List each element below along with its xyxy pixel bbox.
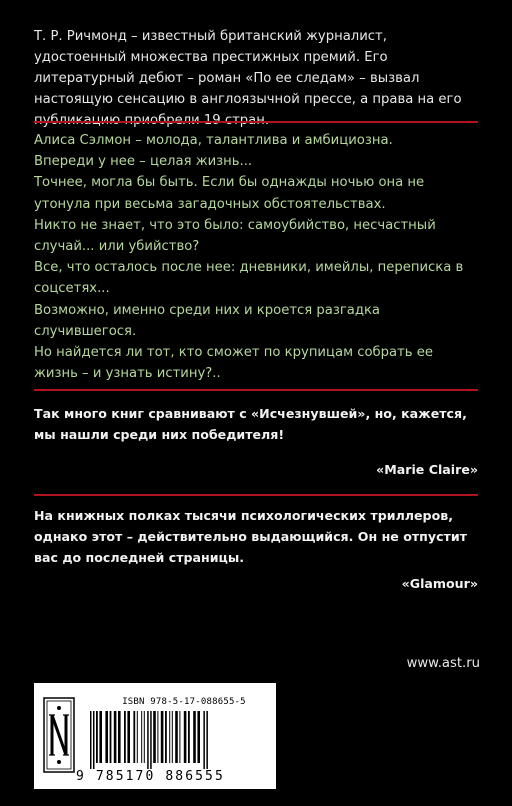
barcode <box>88 711 268 769</box>
divider <box>34 494 478 496</box>
review-text: На книжных полках тысячи психологических триллеров, однако этот – действительно выдающийся. Он не отпустит вас до последней страницы. <box>34 508 467 565</box>
website: www.ast.ru <box>406 656 480 671</box>
review-quote <box>34 403 478 445</box>
barcode-bar <box>141 711 142 763</box>
barcode-bar <box>150 711 152 769</box>
barcode-bar <box>193 711 196 763</box>
isbn: ISBN 978-5-17-088655-5 <box>122 697 246 707</box>
divider <box>34 389 478 391</box>
divider <box>34 121 478 123</box>
barcode-bar <box>169 711 170 763</box>
barcode-bar <box>197 711 200 763</box>
barcode-bar <box>179 711 180 763</box>
review-quote <box>34 505 478 568</box>
blurb-line: Точнее, могла бы быть. Если бы однажды ночью она не утонула при весьма загадочных обстоятельствах. <box>34 175 425 212</box>
publisher-logo-icon <box>43 697 75 773</box>
barcode-bar <box>110 711 112 763</box>
barcode-bar <box>137 711 138 763</box>
barcode-bar <box>93 711 95 769</box>
barcode-bar <box>147 711 149 769</box>
barcode-bar <box>203 711 205 769</box>
barcode-bar <box>153 711 156 763</box>
review-source: «Marie Claire» <box>376 462 478 477</box>
blurb-line: Возможно, именно среди них и кроется разгадка случившегося. <box>34 302 381 339</box>
barcode-bar <box>124 711 126 763</box>
barcode-panel <box>34 683 276 789</box>
barcode-bar <box>127 711 130 763</box>
barcode-bar <box>188 711 190 763</box>
barcode-bar <box>144 711 145 763</box>
barcode-bar <box>90 711 92 769</box>
barcode-bar <box>96 711 98 763</box>
barcode-bar <box>114 711 117 763</box>
review-text: Так много книг сравнивают с «Исчезнувшей», но, кажется, мы нашли среди них победителя! <box>34 406 467 442</box>
blurb-line: Все, что осталось после нее: дневники, имейлы, переписка в соцсетях... <box>34 260 464 297</box>
blurb-line: Впереди у нее – целая жизнь... <box>34 154 253 170</box>
barcode-bar <box>175 711 178 763</box>
barcode-bar <box>161 711 164 763</box>
ean-digits: 9 785170 886555 <box>76 769 225 784</box>
barcode-bar <box>99 711 102 763</box>
barcode-bar <box>105 711 108 763</box>
blurb-line: Но найдется ли тот, кто сможет по крупицам собрать ее жизнь – и узнать истину?.. <box>34 345 433 382</box>
blurb-line: Алиса Сэлмон – молода, талантлива и амбициозна. <box>34 133 393 148</box>
blurb <box>34 130 478 384</box>
barcode-bar <box>206 711 208 769</box>
barcode-bar <box>118 711 121 763</box>
author-bio: Т. Р. Ричмонд – известный британский журналист, удостоенный множества престижных премий. Его литературный дебют – роман «По ее следам» – вызвал настоящую сенсацию в англоязычной прессе, а права на его <box>34 29 462 107</box>
barcode-bar <box>172 711 173 763</box>
barcode-bar <box>184 711 187 763</box>
barcode-bar <box>157 711 158 763</box>
barcode-bar <box>133 711 135 763</box>
blurb-line: Никто не знает, что это было: самоубийство, несчастный случай... или убийство? <box>34 217 436 255</box>
review-source: «Glamour» <box>401 576 478 591</box>
barcode-bar <box>165 711 167 763</box>
